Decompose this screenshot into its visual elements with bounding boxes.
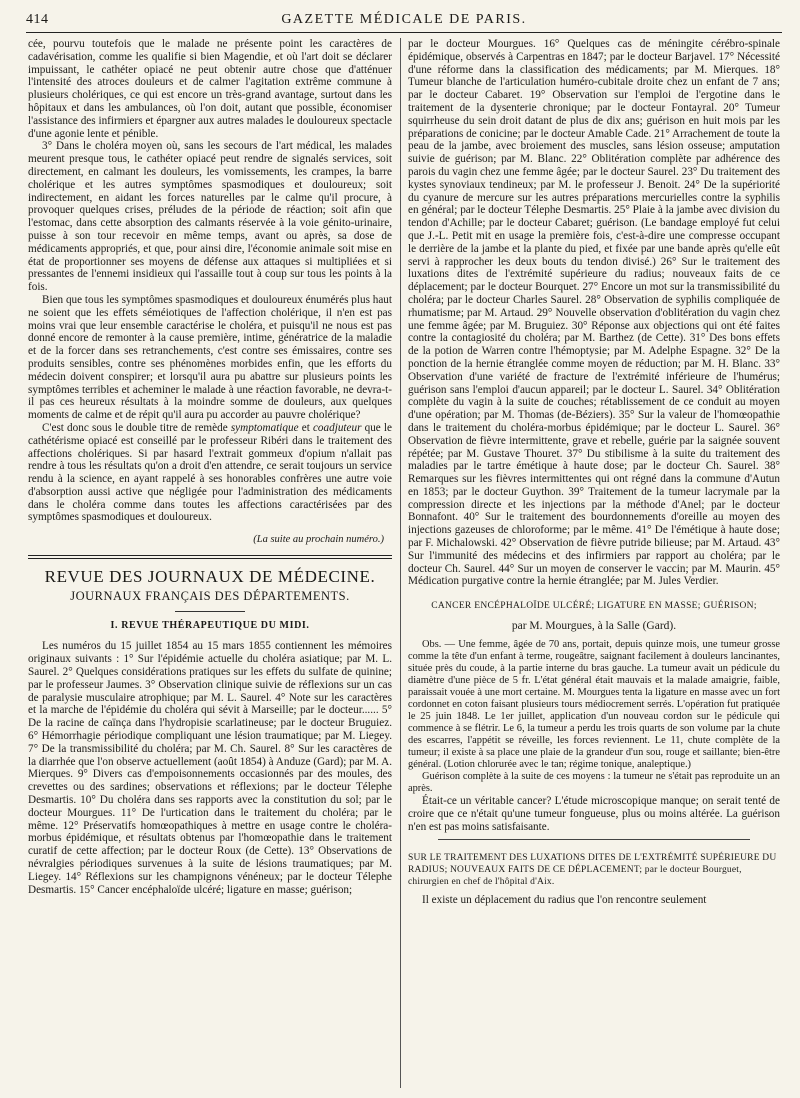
observation-text: Obs. — Une femme, âgée de 70 ans, portait, depuis quinze mois, une tumeur grosse comme la tête d'un enfant à terme, rougeâtre, saignant facilement à douleurs lancinantes, située près du coude, à la partie interne du bras gauche. La tumeur avait un pédicule du diamètre d'une pièce de 5 fr. L'état général était mauvais et la malade amaigrie, faible, paraissait vouée à une mort certaine. M. Mourgues tenta la ligature en masse avec un fort cordonnet en coton faisant plusieurs tours médiocrement serrés. L'opération fut pratiquée le 25 juin 1848. Le 1er juillet, application d'un nouveau cordon sur le pédicule qui commence à se flétrir. Le 6, la tumeur a perdu les trois quarts de son volume par la chute des escarres, l'appétit se réveille, les forces reviennent. Le 11, chute complète de la tumeur; il existe à sa place une plaie de la grandeur d'un sou, rouge et saillante; bien-être général. (Lotion chlorurée avec le tan; régime tonique, analeptique.) — [408, 639, 780, 771]
left-column — [28, 38, 392, 1090]
paragraph: 3° Dans le choléra moyen où, sans les secours de l'art médical, les malades meurent presque tous, le cathéter opiacé peut rendre de signalés services, soit directement, en calmant les douleurs, les vomissements, les crampes, la barre cholérique et les autres symptômes spasmodiques et douloureux; soit indirectement, en aidant les forces naturelles par le calme qu'il procure, à provoquer quelques crises, préludes de la période de réaction; soit afin que l'estomac, dans cette absorption des calmants réservée à la voie génito-urinaire, puisse à son tour recevoir en même temps, avant ou après, sa dose de médicaments appropriés, et que, pour ainsi dire, l'économie animale soit mise en état de proportionner ses moyens de défense aux attaques si multipliées et si pressantes de l'ennemi insidieux qui l'assaille tout à coup sur tous les points à la fois. — [28, 140, 392, 294]
observation-text: Guérison complète à la suite de ces moyens : la tumeur ne s'était pas reproduite un an après. — [408, 771, 780, 795]
section-subtitle: JOURNAUX FRANÇAIS DES DÉPARTEMENTS. — [70, 588, 350, 603]
running-head — [26, 12, 782, 34]
paragraph: C'est donc sous le double titre de remède symptomatique et coadjuteur que le cathétérisme opiacé est conseillé par le professeur Ribéri dans le traitement des affections cholériques. Si par hasard l'extrait gommeux d'opium n'allait pas rendre à tous les résultats qu'on a droit d'en attendre, ce serait toujours un service rendu à la science, en ayant rappelé à ses honorables confrères une autre voie d'absorption aussi active que négligée pour l'administration des médicaments dans le choléra comme dans toutes les affections caractérisées par des symptômes spasmodiques et douloureux. — [28, 421, 392, 524]
section-title: REVUE DES JOURNAUX DE MÉDECINE. — [44, 567, 376, 587]
rubric-heading: I. REVUE THÉRAPEUTIQUE DU MIDI. — [110, 619, 310, 631]
paragraph: Était-ce un véritable cancer? L'étude microscopique manque; on serait tenté de croire que ce n'était qu'une tumeur fongueuse, plus ou moins altérée. La guérison n'en est pas moins satisfaisante. — [408, 795, 780, 833]
article-title: SUR LE TRAITEMENT DES LUXATIONS DITES DE L'EXTRÉMITÉ SUPÉRIEURE DU RADIUS; NOUVEAUX FAITS DE CE DÉPLACEMENT; par le docteur Bourguet, chirurgien en chef de l'hôpital d'Aix. — [408, 853, 777, 888]
article-title: CANCER ENCÉPHALOÏDE ULCÉRÉ; LIGATURE EN MASSE; GUÉRISON; — [431, 601, 757, 612]
paragraph: cée, pourvu toutefois que le malade ne présente point les caractères de cadavérisation, comme les qualifie si bien Magendie, et où l'art doit se déclarer impuissant, le cathéter opiacé ne peut obtenir autre chose que d'atténuer l'intensité des atroces douleurs et de calmer l'agitation extrême commune à plusieurs cholériques, ce qui est encore un très-grand avantage, surtout dans les hôpitaux et dans les ambulances, où l'on doit, autant que possible, économiser l'assistance des infirmiers et épargner aux autres malades le douloureux spectacle d'une agonie lente et pénible. — [28, 38, 392, 140]
article-author: par M. Mourgues, à la Salle (Gard). — [511, 620, 677, 633]
section-rule — [28, 555, 392, 559]
right-column — [408, 38, 780, 1090]
page-number: 414 — [26, 12, 49, 27]
paragraph: Bien que tous les symptômes spasmodiques et douloureux énumérés plus haut ne soient que les effets séméiotiques de l'affection cholérique, il n'en est pas moins vrai que leur ensemble caractérise le choléra, et puisqu'il ne nous est pas donné encore de remonter à la cause première, intime, génératrice de la maladie et de la forcer dans ses retranchements, c'est contre ses émissaires, contre ses produits sensibles, contre ses phénomènes morbides enfin, que les efforts du médecin doivent conspirer; et lorsqu'il aura pu abattre sur plusieurs points les symptômes terribles et acheminer le malade à une réaction favorable, ne devra-t-il pas ces heureux résultats à la moindre somme de douleurs, aux quelques moments de calme et de répit qu'il aura pu accorder au pauvre cholérique? — [28, 293, 392, 422]
paragraph: par le docteur Mourgues. 16° Quelques cas de méningite cérébro-spinale épidémique, observés à Carpentras en 1847; par le docteur Barjavel. 17° Nécessité d'une réforme dans la classification des médicaments; par M. Mierques. 18° Tumeur blanche de l'articulation huméro-cubitale droite chez un enfant de 7 ans; par le docteur Cabaret. 19° Observation sur l'emploi de l'ergotine dans le traitement de la dysenterie chronique; par le docteur Fontayral. 20° Tumeur squirrheuse du sein droit datant de plus de dix ans; guérison en huit mois par les préparations de conicine; par le docteur Amable Cade. 21° Arrachement de toute la peau de la jambe, avec broiement des muscles, sans lésion osseuse; amputation suivie de guérison; par M. Blanc. 22° Oblitération complète par adhérence des parois du vagin chez une femme âgée; par le docteur Saurel. 23° Du traitement des kystes synoviaux tendineux; par M. le professeur J. Benoit. 24° De la supériorité du cyanure de mercure sur les autres préparations mercurielles contre la syphilis en général; par le docteur Télephe Desmartis. 25° Plaie à la jambe avec division du tendon d'Achille; par le docteur Cabaret; guérison. (Le bandage employé fut celui que J.-L. Petit mit en usage la première fois, c'est-à-dire une compresse occupant le derrière de la jambe et la plante du pied, et fixée par une bande après qu'elle eût servi à rapprocher les deux bouts du tendon divisé.) 26° Sur le traitement des luxations dites de l'extrémité supérieure du radius; nouveaux faits de ce déplacement; par le docteur Bourquet. 27° Encore un mot sur la transmissibilité du choléra; par le docteur Charles Saurel. 28° Observation de syphilis compliquée de rhumatisme; par M. Artaud. 29° Nouvelle observation d'oblitération du vagin chez une femme âgée; par M. Bruguiez. 30° Réponse aux objections qui ont été faites contre la contagiosité du choléra; par M. Barthez (de Cette). 31° Des bons effets de la potion de Warren contre l'hémoptysie; par M. Adelphe Espagne. 32° De la ponction de la hernie étranglée comme moyen de réduction; par M. H. Blanc. 33° Observation d'une variété de fracture de l'extrémité inférieure de l'humérus; guérison sans l'emploi d'aucun appareil; par le docteur L. Saurel. 34° Oblitération complète du vagin à la suite de couches; rétablissement de ce conduit au moyen d'une opération; par M. Thomas (de-Béziers). 35° Sur la valeur de l'homœopathie dans le traitement du choléra-morbus épidémique; par le docteur L. Saurel. 36° Observation de fièvre intermittente, grave et rebelle, guérie par la saignée souvent répétée; par M. Gustave Thouret. 37° Du stibilisme à la suite du traitement des maladies par le tartre émétique à haute dose; par le docteur Ch. Saurel. 38° Remarques sur les fièvres intermittentes qui ont régné dans la commune d'Autun en 1853; par le docteur Guython. 39° Traitement de la tumeur lacrymale par la compression directe et les injections par la méthode d'Anel; par le docteur Bonnafont. 40° Sur le traitement des bourdonnements d'oreille au moyen des injections gazeuses de chloroforme; par le même. 41° De l'émétique à haute dose; par F. Michalowski. 42° Observation de fièvre putride bilieuse; par M. Artaud. 43° Sur l'immunité des médecins et des infirmiers par rapport au choléra; par le docteur Ch. Saurel. 44° Sur un moyen de conserver le vaccin; par M. Maurin. 45° Médication purgative contre la hernie étranglée; par M. Jules Verdier. — [408, 38, 780, 588]
column-divider — [400, 38, 401, 1088]
short-rule — [175, 611, 245, 612]
header-rule — [26, 32, 782, 33]
continuation-note: (La suite au prochain numéro.) — [253, 534, 384, 546]
divider — [438, 839, 750, 840]
paragraph: Il existe un déplacement du radius que l'on rencontre seulement — [422, 894, 707, 907]
paragraph: Les numéros du 15 juillet 1854 au 15 mars 1855 contiennent les mémoires originaux suivants : 1° Sur l'épidémie actuelle du choléra asiatique; par M. L. Saurel. 2° Quelques considérations pratiques sur les effets du sulfate de quinine; par le professeur Jaumes. 3° Observation clinique suivie de réflexions sur un cas de paralysie musculaire atrophique; par M. L. Saurel. 4° Note sur les caractères et la marche de l'épidémie du choléra qui sévit à Marseille; par le docteur...... 5° De la racine de caïnça dans l'hydropisie scarlatineuse; par le docteur Bruguiez. 6° Hémorrhagie périodique compliquant une lésion traumatique; par M. Liegey. 7° De la transmissibilité du choléra; par M. Ch. Saurel. 8° Sur les caractères de la diarrhée que l'on observe actuellement (août 1854) à Anduze (Gard); par M. A. Mierques. 9° Divers cas d'empoisonnements occasionnés par des moules, des crevettes ou des sardines; observations et réflexions; par le docteur Télephe Desmartis. 10° Du choléra dans ses rapports avec la constitution du sol; par le docteur Mourgues. 11° De l'urtication dans le traitement du choléra; par le même. 12° Préservatifs homœopathiques à mettre en usage contre le choléra-morbus épidémique, et résultats obtenus par l'homœopathie dans le traitement curatif de cette affection; par le docteur Roux (de Cette). 13° Observations de névralgies périodiques survenues à la suite de lésions traumatiques; par M. Liegey. 14° Réflexions sur les champignons vénéneux; par le docteur Télephe Desmartis. 15° Cancer encéphaloïde ulcéré; ligature en masse; guérison; — [28, 640, 392, 896]
journal-title: GAZETTE MÉDICALE DE PARIS. — [281, 12, 527, 27]
